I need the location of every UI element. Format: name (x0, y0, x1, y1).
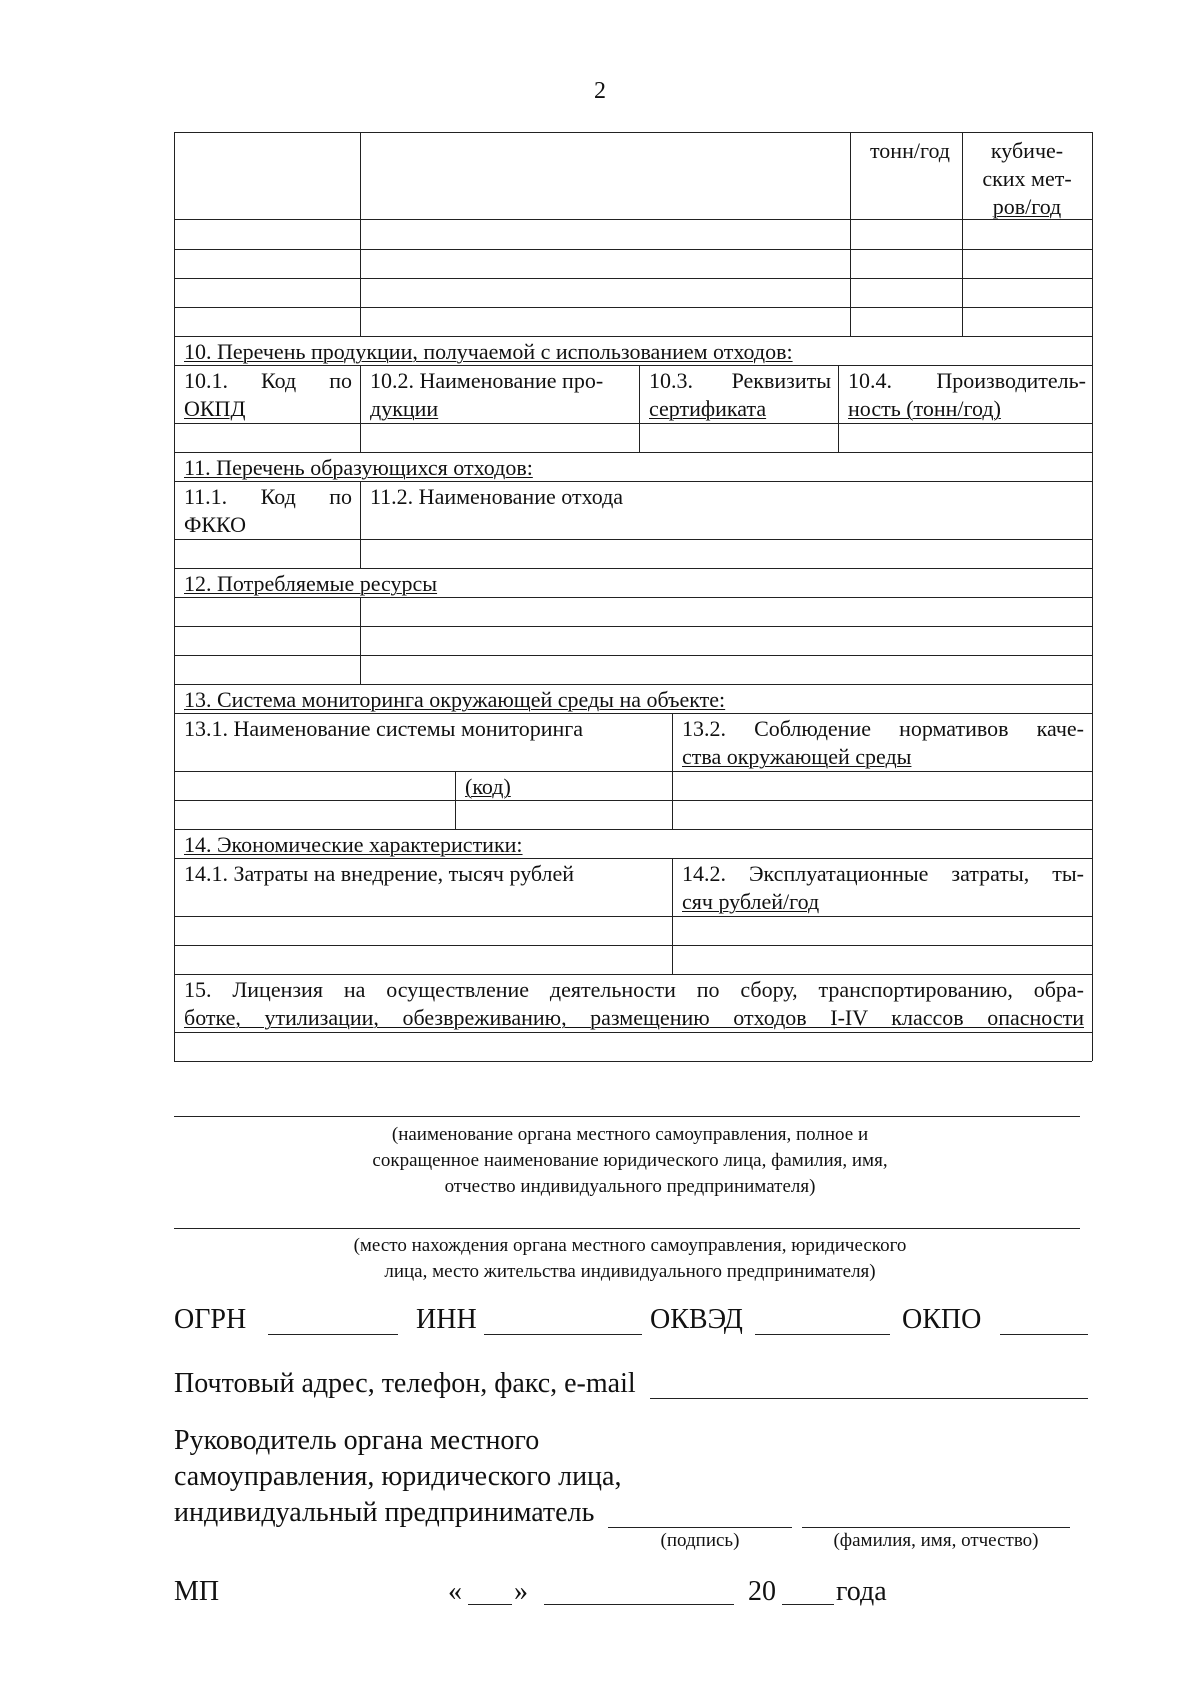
signature-caption: (подпись) (660, 1530, 740, 1551)
inn-field[interactable] (484, 1334, 642, 1335)
operating-costs-header: 14.2. Эксплуатационные затраты, ты- сяч рублей/год (682, 861, 1084, 914)
postal-label: Почтовый адрес, телефон, факс, e-mail (174, 1368, 636, 1399)
organization-name-line[interactable] (174, 1116, 1080, 1117)
seal-label: МП (174, 1576, 220, 1607)
organization-name-caption: (наименование органа местного самоуправления, полное и сокращенное наименование юридического лица, фамилия, имя, отчество индивидуального предпринимателя) (372, 1124, 888, 1197)
section-11-title: 11. Перечень образующихся отходов: (184, 455, 533, 480)
inn-label: ИНН (416, 1304, 477, 1335)
signature-field[interactable] (608, 1527, 792, 1528)
waste-name-header: 11.2. Наименование отхода (370, 484, 624, 509)
section-15-license: 15. Лицензия на осуществление деятельности по сбору, транспортированию, обра- ботке, утилизации, обезвреживанию, размещению отходов I-IV классов опасности (184, 977, 1084, 1030)
postal-field[interactable] (650, 1398, 1088, 1399)
product-name-header: 10.2. Наименование про- дукции (370, 368, 604, 421)
date-quote-open: « (448, 1576, 462, 1607)
full-name-field[interactable] (802, 1527, 1070, 1528)
month-field[interactable] (544, 1604, 734, 1605)
year-field[interactable] (782, 1604, 834, 1605)
section-14-title: 14. Экономические характеристики: (184, 832, 523, 857)
day-field[interactable] (468, 1604, 512, 1605)
date-quote-close: » (514, 1576, 528, 1607)
okved-field[interactable] (755, 1334, 890, 1335)
implementation-costs-header: 14.1. Затраты на внедрение, тысяч рублей (184, 861, 575, 886)
quality-standards-header: 13.2. Соблюдение нормативов каче- ства окружающей среды (682, 716, 1084, 769)
year-prefix: 20 (748, 1576, 776, 1607)
cubic-meters-header: кубиче- ских мет- ров/год (982, 138, 1072, 219)
page-number: 2 (594, 78, 606, 104)
location-caption: (место нахождения органа местного самоуправления, юридического лица, место жительства индивидуального предпринимателя) (353, 1235, 907, 1282)
year-suffix: года (836, 1576, 887, 1607)
location-line[interactable] (174, 1228, 1080, 1229)
fkko-code-header: 11.1. Код по ФККО (184, 484, 352, 537)
productivity-header: 10.4. Производитель- ность (тонн/год) (848, 368, 1086, 421)
monitoring-system-header: 13.1. Наименование системы мониторинга (184, 716, 584, 741)
full-name-caption: (фамилия, имя, отчество) (833, 1530, 1039, 1551)
section-10-title: 10. Перечень продукции, получаемой с использованием отходов: (184, 339, 793, 364)
okpo-label: ОКПО (902, 1304, 982, 1335)
section-12-title: 12. Потребляемые ресурсы (184, 571, 438, 596)
tons-per-year-header: тонн/год (869, 138, 951, 163)
okpd-code-header: 10.1. Код по ОКПД (184, 368, 352, 421)
ogrn-field[interactable] (268, 1334, 398, 1335)
section-13-title: 13. Система мониторинга окружающей среды на объекте: (184, 687, 726, 712)
head-label: Руководитель органа местного самоуправления, юридического лица, индивидуальный предприниматель (174, 1425, 622, 1528)
ogrn-label: ОГРН (174, 1304, 247, 1335)
monitoring-code-label: (код) (465, 774, 511, 799)
okved-label: ОКВЭД (650, 1304, 743, 1335)
okpo-field[interactable] (1000, 1334, 1088, 1335)
certificate-header: 10.3. Реквизиты сертификата (649, 368, 831, 421)
